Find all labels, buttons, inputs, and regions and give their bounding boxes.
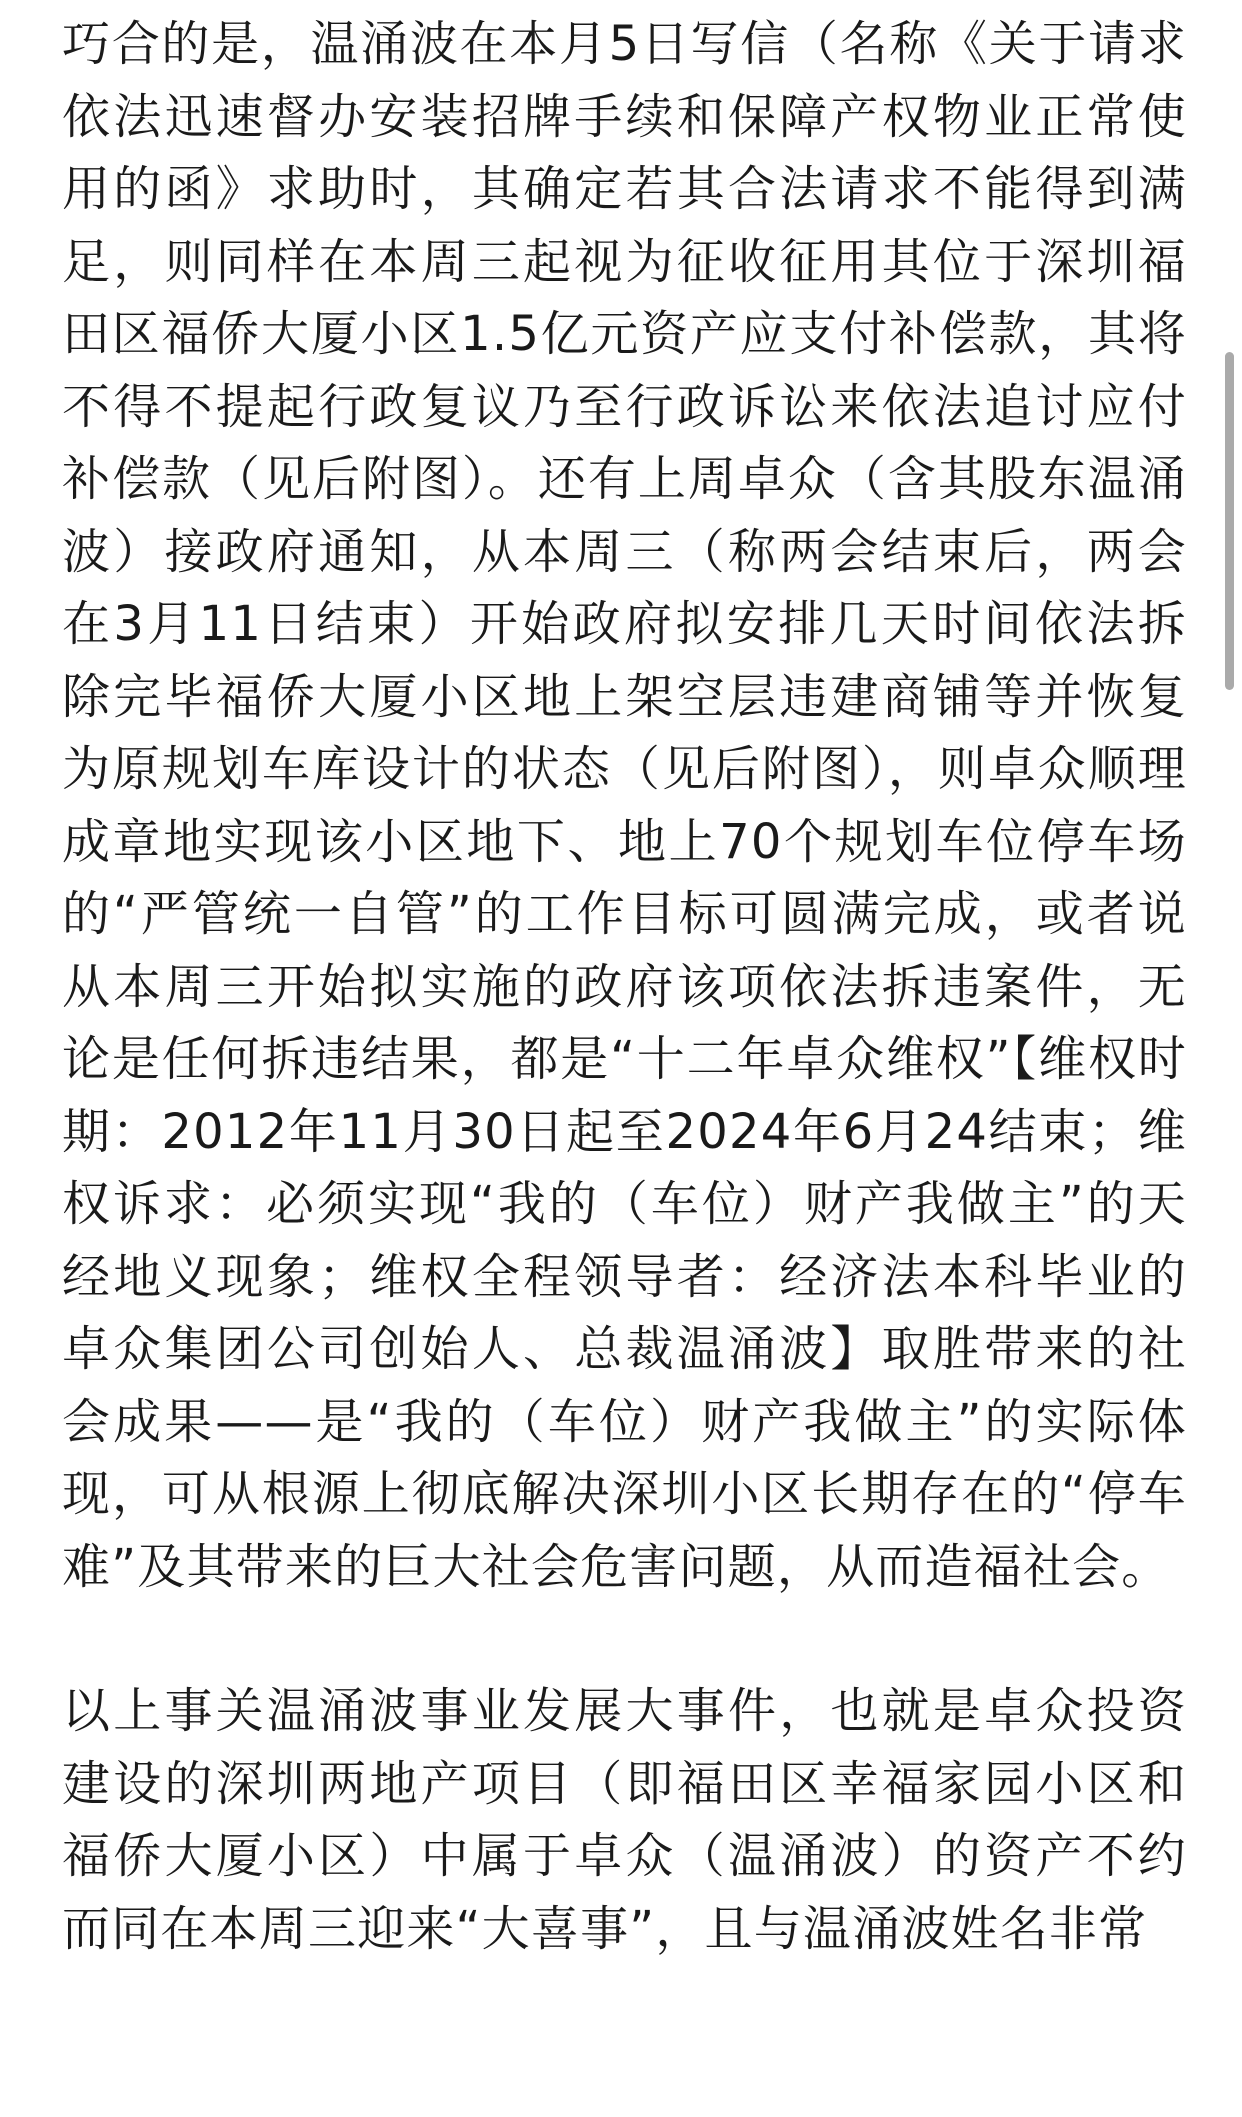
article-paragraph: 巧合的是，温涌波在本月5日写信（名称《关于请求依法迅速督办安装招牌手续和保障产权物业正常使用的函》求助时，其确定若其合法请求不能得到满足，则同样在本周三起视为征收征用其位于深圳福田区福侨大厦小区1.5亿元资产应支付补偿款，其将不得不提起行政复议乃至行政诉讼来依法追讨应付补偿款（见后附图）。还有上周卓众（含其股东温涌波）接政府通知，从本周三（称两会结束后，两会在3月11日结束）开始政府拟安排几天时间依法拆除完毕福侨大厦小区地上架空层违建商铺等并恢复为原规划车库设计的状态（见后附图），则卓众顺理成章地实现该小区地下、地上70个规划车位停车场的“严管统一自管”的工作目标可圆满完成，或者说从本周三开始拟实施的政府该项依法拆违案件，无论是任何拆违结果，都是“十二年卓众维权”【维权时期：2012年11月30日起至2024年6月24结束；维权诉求：必须实现“我的（车位）财产我做主”的天经地义现象；维权全程领导者：经济法本科毕业的卓众集团公司创始人、总裁温涌波】取胜带来的社会成果——是“我的（车位）财产我做主”的实际体现，可从根源上彻底解决深圳小区长期存在的“停车难”及其带来的巨大社会危害问题，从而造福社会。 [62, 16, 1187, 1595]
article-paragraph: 以上事关温涌波事业发展大事件，也就是卓众投资建设的深圳两地产项目（即福田区幸福家园小区和福侨大厦小区）中属于卓众（温涌波）的资产不约而同在本周三迎来“大喜事”，且与温涌波姓名非常 [62, 1683, 1187, 1957]
article-body [62, 8, 1187, 1965]
vertical-scrollbar[interactable] [1218, 0, 1242, 2117]
scrollbar-thumb[interactable] [1225, 352, 1234, 690]
